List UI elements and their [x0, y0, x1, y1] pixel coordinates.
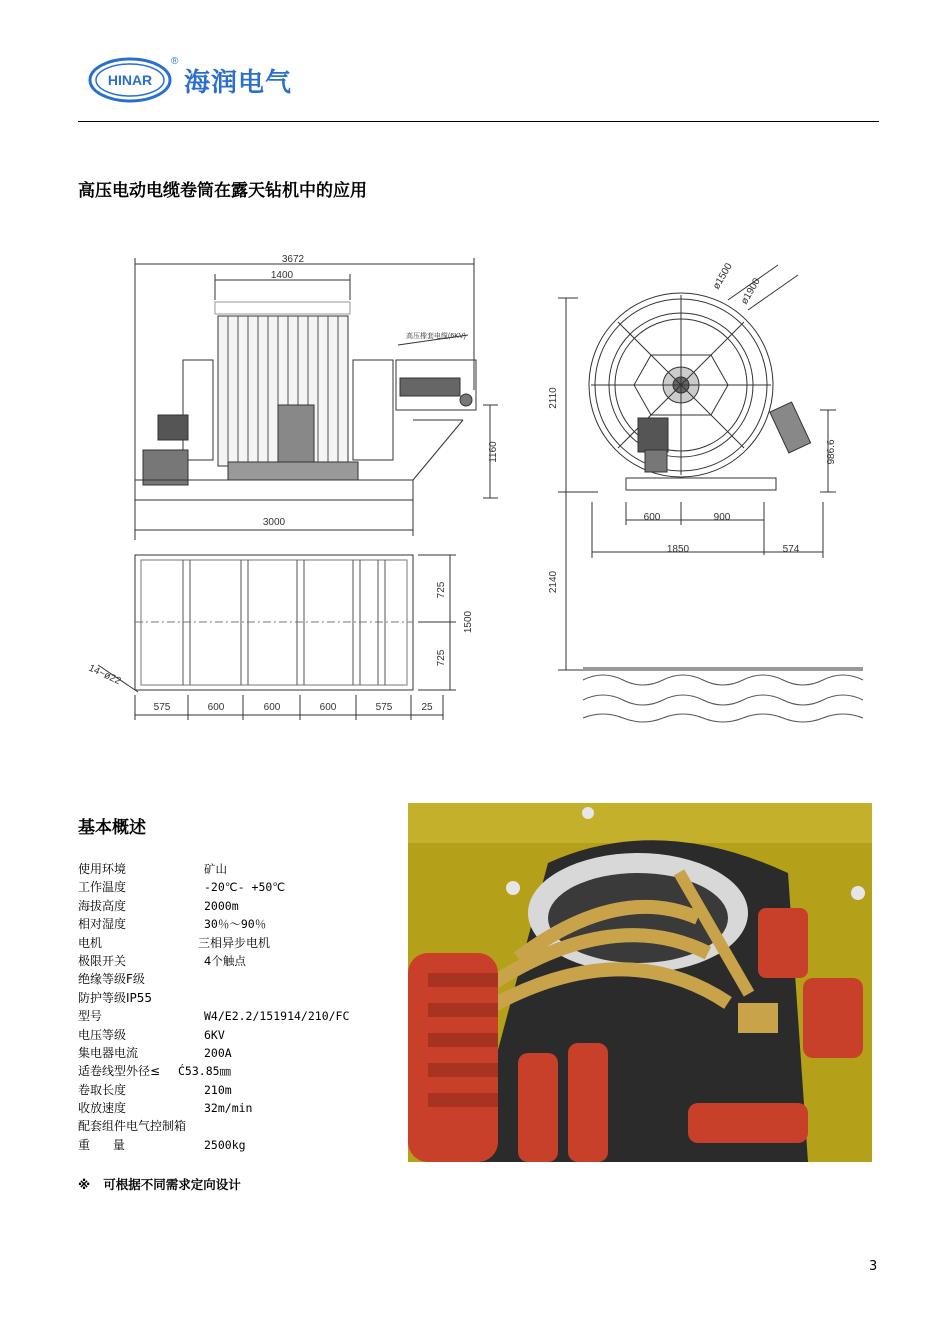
cable-label: 高压橡套电缆(6KV) — [406, 333, 466, 340]
page-title: 高压电动电缆卷筒在露天钻机中的应用 — [78, 181, 367, 201]
custom-design-note: ※ 可根据不同需求定向设计 — [78, 1177, 241, 1192]
spec-row: 适卷线型外径≤ Ć53.85㎜ — [78, 1064, 232, 1079]
dim-600-a: 600 — [207, 702, 225, 713]
technical-drawings — [78, 240, 878, 730]
spec-row: 配套组件电气控制箱 — [78, 1119, 187, 1134]
dim-holes: 14~ø22 — [86, 662, 123, 688]
registered-mark: ® — [171, 56, 179, 67]
drawing-svg — [78, 240, 878, 730]
photo-illustration — [408, 803, 872, 1162]
logo-text: HINAR — [107, 72, 153, 88]
dim-side-900: 900 — [713, 512, 731, 523]
spec-list — [78, 860, 398, 1154]
dim-575-b: 575 — [375, 702, 393, 713]
spec-row: 电机 三相异步电机 — [78, 935, 271, 950]
spec-row: 电压等级 6KV — [78, 1027, 225, 1042]
dim-725-a: 725 — [436, 581, 447, 599]
spec-row: 相对湿度 30％～90％ — [78, 917, 267, 932]
spec-row: 使用环境 矿山 — [78, 862, 227, 876]
overview-title: 基本概述 — [78, 818, 146, 838]
spec-row: 工作温度 -20℃- +50℃ — [78, 880, 286, 895]
spec-row: 卷取长度 210m — [78, 1082, 232, 1097]
dim-side-600: 600 — [643, 512, 661, 523]
dim-3672: 3672 — [281, 254, 305, 265]
dim-3000: 3000 — [262, 517, 286, 528]
spec-row: 型号 W4/E2.2/151914/210/FC — [78, 1009, 350, 1024]
page-number: 3 — [869, 1259, 878, 1274]
spec-row: 极限开关 4个触点 — [78, 953, 246, 968]
header-divider — [78, 121, 879, 122]
spec-row: 防护等级IP55 — [78, 990, 153, 1005]
dim-1160: 1160 — [488, 441, 499, 463]
dim-725-b: 725 — [436, 649, 447, 667]
hinar-logo-icon — [86, 50, 182, 106]
dim-25: 25 — [421, 702, 433, 713]
spec-row: 集电器电流 200A — [78, 1045, 232, 1060]
brand-name: 海润电气 — [184, 68, 293, 98]
dim-dia-1500: ø1500 — [711, 261, 735, 292]
plan-view — [98, 555, 456, 720]
dim-600-c: 600 — [319, 702, 337, 713]
spec-row: 海拔高度 2000m — [78, 898, 239, 913]
company-logo — [86, 50, 326, 110]
dim-1400: 1400 — [270, 270, 294, 281]
spec-row: 绝缘等级F级 — [78, 972, 145, 987]
side-view — [558, 265, 863, 722]
dim-dia-1900: ø1900 — [739, 276, 763, 307]
dim-1500: 1500 — [463, 610, 474, 634]
dim-600-b: 600 — [263, 702, 281, 713]
dim-986-6: 986.6 — [826, 439, 837, 465]
dim-574: 574 — [782, 544, 800, 555]
dim-575-a: 575 — [153, 702, 171, 713]
spec-row: 收放速度 32m/min — [78, 1101, 253, 1116]
spec-row: 重 量 2500kg — [78, 1137, 246, 1152]
dim-1850: 1850 — [666, 544, 690, 555]
dim-2140: 2140 — [548, 570, 559, 594]
slip-ring-photo — [408, 803, 872, 1162]
dim-2110: 2110 — [548, 387, 559, 409]
front-view — [135, 258, 498, 540]
